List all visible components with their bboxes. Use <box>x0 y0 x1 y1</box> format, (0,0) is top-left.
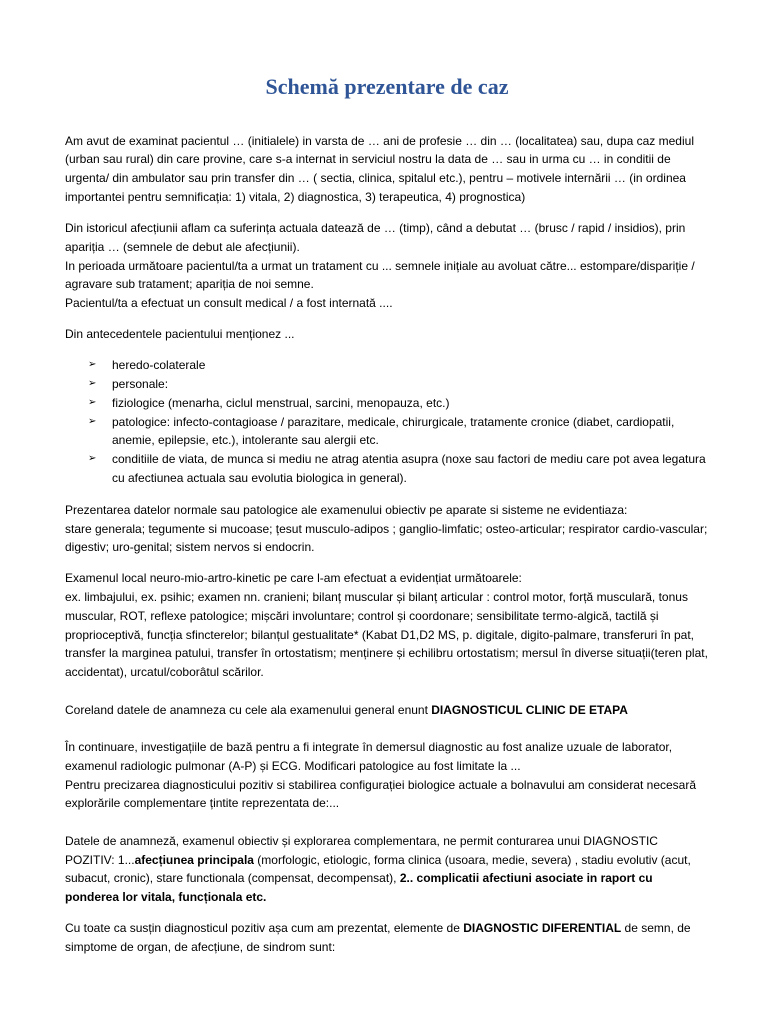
history-paragraph <box>65 219 709 313</box>
positive-diagnosis-main-condition: afecțiunea principala <box>134 852 254 867</box>
list-item-text: patologice: infecto-contagioase / parazitare, medicale, chirurgicale, tratamente cronice (diabet, cardiopatii, anemie, epilepsie, etc.), intolerante sau alergii etc. <box>112 414 675 448</box>
intro-paragraph: Am avut de examinat pacientul … (initialele) in varsta de … ani de profesie … din … (localitatea) sau, dupa caz mediul (urban sau rural) din care provine, care s-a internat in serviciul nostru la data de … sau in urma cu … in conditii de urgenta/ din ambulator sau prin transfer din … ( sectia, clinica, spitalul etc.), pentru – motivele internării … (in ordinea importantei pentru semnificația: 1) vitala, 2) diagnostica, 3) terapeutica, 4) prognostica) <box>65 133 694 204</box>
list-item-text: conditiile de viata, de munca si mediu ne atrag atentia asupra (noxe sau factori de mediu care pot avea legatura cu afectiunea actuala sau evolutia biologica in general). <box>112 452 706 485</box>
antecedents-intro: Din antecedentele pacientului menționez ... <box>65 327 295 342</box>
positive-diagnosis-complications: 2.. complicatii afectiuni asociate in raport cu ponderea lor vitala, funcționala etc. <box>65 871 653 905</box>
list-item <box>65 394 709 413</box>
antecedents-list <box>65 356 709 488</box>
history-line: In perioada următoare pacientul/ta a urmat un tratament cu ... semnele inițiale au avoluat către... estompare/dispariție / agravare sub tratament; apariția de noi semne. <box>65 258 695 292</box>
list-item-text: personale: <box>112 376 169 391</box>
arrow-bullet-icon <box>88 450 96 469</box>
objective-exam-paragraph <box>65 501 709 557</box>
arrow-bullet-icon <box>88 413 96 432</box>
list-item <box>65 356 709 375</box>
investigations-line: Pentru precizarea diagnosticului pozitiv si stabilirea configurației biologice actuale a bolnavului am considerat necesară explorările complementare țintite reprezentata de:... <box>65 777 697 811</box>
clinical-diagnosis-paragraph <box>65 701 709 720</box>
investigations-paragraph <box>65 738 709 813</box>
differential-diagnosis-emphasis: DIAGNOSTIC DIFERENTIAL <box>463 921 622 936</box>
positive-diagnosis-lead: Datele de anamneză, examenul obiectiv și explorarea complementara, ne permit conturarea unui DIAGNOSTIC POZITIV: 1... <box>65 833 658 867</box>
clinical-diagnosis-emphasis: DIAGNOSTICUL CLINIC DE ETAPA <box>431 702 628 717</box>
arrow-bullet-icon <box>88 356 96 375</box>
positive-diagnosis-details: (morfologic, etiologic, forma clinica (usoara, medie, severa) , stadiu evolutiv (acut, subacut, cronic), stare functionala (compensat, decompensat), <box>65 852 691 886</box>
differential-diagnosis-paragraph <box>65 919 709 957</box>
arrow-bullet-icon <box>88 375 96 394</box>
list-item <box>65 375 709 394</box>
local-exam-paragraph <box>65 569 709 682</box>
differential-diagnosis-tail: de semn, de simptome de organ, de afecțiune, de sindrom sunt: <box>65 921 691 954</box>
positive-diagnosis-paragraph <box>65 832 709 907</box>
list-item-text: fiziologice (menarha, ciclul menstrual, sarcini, menopauza, etc.) <box>112 395 450 410</box>
objective-exam-line: Prezentarea datelor normale sau patologice ale examenului obiectiv pe aparate si sisteme ne evidentiaza: <box>65 502 628 517</box>
list-item <box>65 413 709 451</box>
arrow-bullet-icon <box>88 394 96 413</box>
differential-diagnosis-lead: Cu toate ca susțin diagnosticul pozitiv așa cum am prezentat, elemente de <box>65 921 464 936</box>
history-line: Din istoricul afecțiunii aflam ca suferința actuala datează de … (timp), când a debutat … (brusc / rapid / insidios), prin apariția … (semnele de debut ale afecțiunii). <box>65 220 686 254</box>
page-title: Schemă prezentare de caz <box>265 74 509 99</box>
document-page <box>65 0 709 969</box>
list-item <box>65 450 709 488</box>
local-exam-line: Examenul local neuro-mio-artro-kinetic pe care l-am efectuat a evidențiat următoarele: <box>65 571 522 586</box>
clinical-diagnosis-text: Coreland datele de anamneza cu cele ala examenului general enunt <box>65 702 432 717</box>
list-item-text: heredo-colaterale <box>112 358 206 373</box>
history-line: Pacientul/ta a efectuat un consult medical / a fost internată .... <box>65 296 393 311</box>
investigations-line: În continuare, investigațiile de bază pentru a fi integrate în demersul diagnostic au fost analize uzuale de laborator, examenul radiologic pulmonar (A-P) și ECG. Modificari patologice au fost limitate la ... <box>65 740 673 773</box>
local-exam-line: ex. limbajului, ex. psihic; examen nn. cranieni; bilanț muscular și bilanț articular : control motor, forță musculară, tonus muscular, ROT, reflexe patologice; mișcări involuntare; control și coordonare; sensibilitate termo-algică, tactilă și proprioceptivă, funcția sfincterelor; bilanțul gestualitate* (Kabat D1,D2 MS, p. digitale, digito-palmare, transferuri în pat, transfer la marginea patului, transfer în ortostatism; menținere și echilibru ortostatism; mersul în diverse situații(teren plat, accidentat), urcatul/coborâtul scărilor. <box>65 590 708 680</box>
objective-exam-line: stare generala; tegumente si mucoase; țesut musculo-adipos ; ganglio-limfatic; osteo-articular; respirator cardio-vascular; digestiv; uro-genital; sistem nervos si endocrin. <box>65 521 708 555</box>
